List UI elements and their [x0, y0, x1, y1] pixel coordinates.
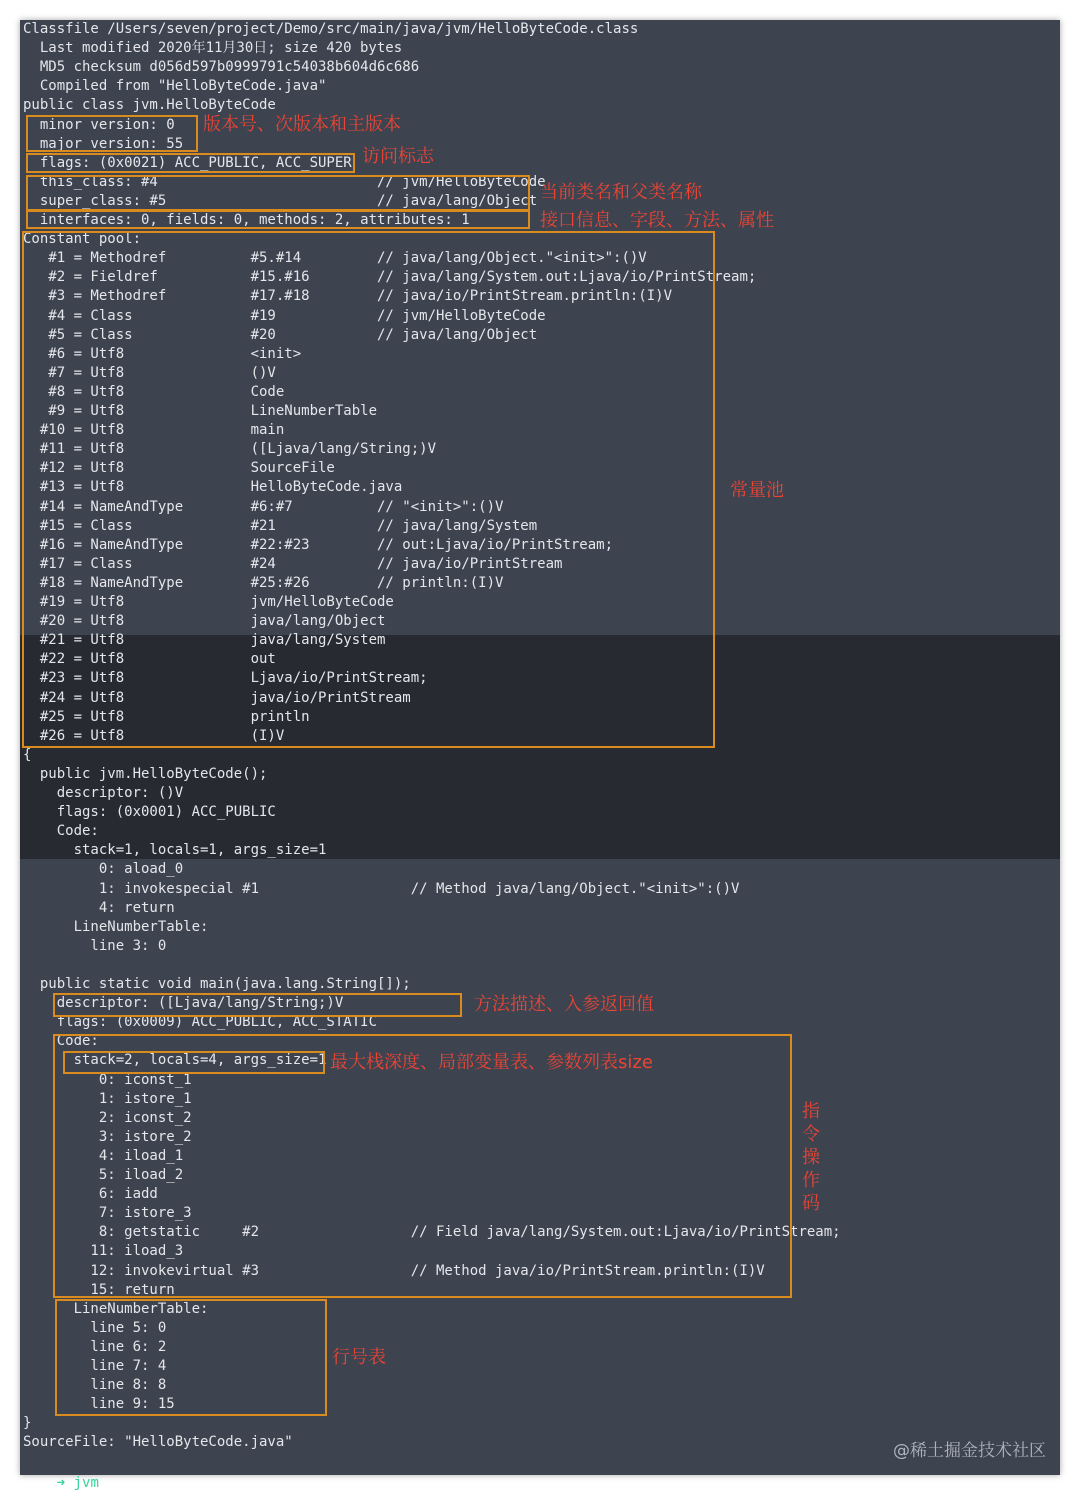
- terminal-line: 3: istore_2: [23, 1128, 192, 1145]
- terminal-line: 7: istore_3: [23, 1205, 192, 1222]
- terminal-line: #11 = Utf8 ([Ljava/lang/String;)V: [23, 441, 437, 458]
- terminal-line: #6 = Utf8 <init>: [23, 345, 302, 362]
- terminal-line: line 9: 15: [23, 1396, 175, 1413]
- terminal-line: LineNumberTable:: [23, 918, 209, 935]
- terminal-line: #8 = Utf8 Code: [23, 383, 285, 400]
- terminal-line: super_class: #5 // java/lang/Object: [23, 192, 538, 209]
- terminal-line: #2 = Fieldref #15.#16 // java/lang/System.out:Ljava/io/PrintStream;: [23, 269, 757, 286]
- annotation-constant-pool: 常量池: [730, 480, 784, 501]
- terminal-line: major version: 55: [23, 135, 184, 152]
- terminal-line: SourceFile: "HelloByteCode.java": [23, 1434, 293, 1451]
- terminal-line: interfaces: 0, fields: 0, methods: 2, attributes: 1: [23, 212, 470, 228]
- box-version: [26, 115, 198, 152]
- terminal-line: #26 = Utf8 (I)V: [23, 727, 285, 744]
- terminal-line: #9 = Utf8 LineNumberTable: [23, 403, 378, 419]
- terminal-line: #19 = Utf8 jvm/HelloByteCode: [23, 594, 394, 610]
- box-method-descriptor: [53, 993, 462, 1017]
- terminal-line: flags: (0x0001) ACC_PUBLIC: [23, 804, 276, 821]
- terminal-line: 5: iload_2: [23, 1167, 184, 1183]
- annotation-method-descriptor: 方法描述、入参返回值: [474, 994, 654, 1015]
- terminal-line: #20 = Utf8 java/lang/Object: [23, 613, 386, 630]
- terminal-line: stack=2, locals=4, args_size=1: [23, 1052, 327, 1069]
- terminal-line: public static void main(java.lang.String[]);: [23, 976, 411, 992]
- terminal-line: 8: getstatic #2 // Field java/lang/System.out:Ljava/io/PrintStream;: [23, 1224, 841, 1241]
- terminal-line: 6: iadd: [23, 1186, 158, 1203]
- terminal-window[interactable]: [20, 20, 1060, 1491]
- terminal-line: line 7: 4: [23, 1358, 167, 1374]
- terminal-line: {: [23, 746, 32, 763]
- prompt-line[interactable]: [23, 1455, 99, 1512]
- terminal-line: #15 = Class #21 // java/lang/System: [23, 517, 538, 534]
- prompt-arrow-icon: ➜: [56, 1475, 66, 1491]
- terminal-line: 2: iconst_2: [23, 1109, 192, 1126]
- terminal-line: line 5: 0: [23, 1319, 167, 1336]
- terminal-line: MD5 checksum d056d597b0999791c54038b604d6c686: [23, 59, 420, 76]
- box-class-names: [26, 175, 530, 211]
- terminal-line: #10 = Utf8 main: [23, 422, 285, 439]
- terminal-line: this_class: #4 // jvm/HelloByteCode: [23, 173, 546, 190]
- terminal-line: 15: return: [23, 1281, 175, 1298]
- box-interfaces: [26, 210, 530, 229]
- terminal-line: 11: iload_3: [23, 1243, 184, 1260]
- terminal-line: public jvm.HelloByteCode();: [23, 765, 268, 782]
- terminal-line: 1: invokespecial #1 // Method java/lang/Object."<init>":()V: [23, 880, 740, 897]
- terminal-line: Code:: [23, 823, 99, 840]
- terminal-line: #3 = Methodref #17.#18 // java/io/PrintStream.println:(I)V: [23, 288, 673, 305]
- terminal-line: #23 = Utf8 Ljava/io/PrintStream;: [23, 670, 428, 687]
- terminal-line: #1 = Methodref #5.#14 // java/lang/Object."<init>":()V: [23, 250, 647, 267]
- terminal-line: Classfile /Users/seven/project/Demo/src/main/java/jvm/HelloByteCode.class: [23, 21, 639, 37]
- terminal-line: descriptor: ()V: [23, 785, 184, 801]
- terminal-line: 0: iconst_1: [23, 1071, 192, 1088]
- terminal-line: 12: invokevirtual #3 // Method java/io/PrintStream.println:(I)V: [23, 1262, 765, 1279]
- terminal-line: flags: (0x0021) ACC_PUBLIC, ACC_SUPER: [23, 154, 352, 171]
- annotation-interfaces: 接口信息、字段、方法、属性: [540, 210, 774, 231]
- terminal-line: flags: (0x0009) ACC_PUBLIC, ACC_STATIC: [23, 1014, 378, 1031]
- terminal-line: #4 = Class #19 // jvm/HelloByteCode: [23, 307, 546, 324]
- terminal-line: Compiled from "HelloByteCode.java": [23, 78, 327, 95]
- terminal-line: #13 = Utf8 HelloByteCode.java: [23, 479, 403, 496]
- terminal-line: #14 = NameAndType #6:#7 // "<init>":()V: [23, 498, 504, 515]
- terminal-line: #22 = Utf8 out: [23, 651, 276, 668]
- terminal-line: #17 = Class #24 // java/io/PrintStream: [23, 555, 563, 572]
- terminal-line: Constant pool:: [23, 231, 142, 248]
- annotation-access-flags: 访问标志: [362, 146, 434, 167]
- terminal-line: #12 = Utf8 SourceFile: [23, 460, 335, 477]
- terminal-line: 4: return: [23, 899, 175, 916]
- terminal-line: #24 = Utf8 java/io/PrintStream: [23, 689, 411, 706]
- terminal-line: }: [23, 1415, 32, 1432]
- terminal-line: #7 = Utf8 ()V: [23, 364, 276, 381]
- prompt-directory: jvm: [73, 1475, 99, 1491]
- annotation-line-table: 行号表: [332, 1347, 386, 1368]
- annotation-opcodes: 指令操作码: [802, 1101, 820, 1214]
- terminal-line: public class jvm.HelloByteCode: [23, 97, 276, 114]
- terminal-line: descriptor: ([Ljava/lang/String;)V: [23, 995, 344, 1012]
- annotation-version: 版本号、次版本和主版本: [203, 114, 401, 135]
- terminal-line: Last modified 2020年11月30日; size 420 bytes: [23, 40, 403, 57]
- terminal-line: #16 = NameAndType #22:#23 // out:Ljava/io/PrintStream;: [23, 536, 614, 553]
- terminal-line: Code:: [23, 1033, 99, 1050]
- terminal-line: #5 = Class #20 // java/lang/Object: [23, 326, 538, 343]
- terminal-line: #25 = Utf8 println: [23, 708, 310, 725]
- watermark: @稀土掘金技术社区: [893, 1441, 1046, 1461]
- terminal-line: minor version: 0: [23, 116, 175, 133]
- box-stack-info: [63, 1051, 325, 1074]
- terminal-line: stack=1, locals=1, args_size=1: [23, 842, 327, 859]
- terminal-line: 0: aload_0: [23, 861, 184, 878]
- annotation-stack-info: 最大栈深度、局部变量表、参数列表size: [330, 1052, 653, 1073]
- box-access-flags: [26, 153, 355, 173]
- terminal-line: 4: iload_1: [23, 1147, 184, 1164]
- annotation-class-names: 当前类名和父类名称: [540, 182, 702, 203]
- terminal-line: #18 = NameAndType #25:#26 // println:(I)V: [23, 574, 504, 591]
- box-constant-pool: [22, 231, 715, 748]
- terminal-line: line 6: 2: [23, 1338, 167, 1355]
- terminal-line: line 3: 0: [23, 937, 167, 954]
- terminal-line: LineNumberTable:: [23, 1300, 209, 1317]
- terminal-line: 1: istore_1: [23, 1090, 192, 1107]
- box-line-table: [55, 1299, 327, 1416]
- terminal-line: line 8: 8: [23, 1377, 167, 1394]
- terminal-line: #21 = Utf8 java/lang/System: [23, 632, 386, 649]
